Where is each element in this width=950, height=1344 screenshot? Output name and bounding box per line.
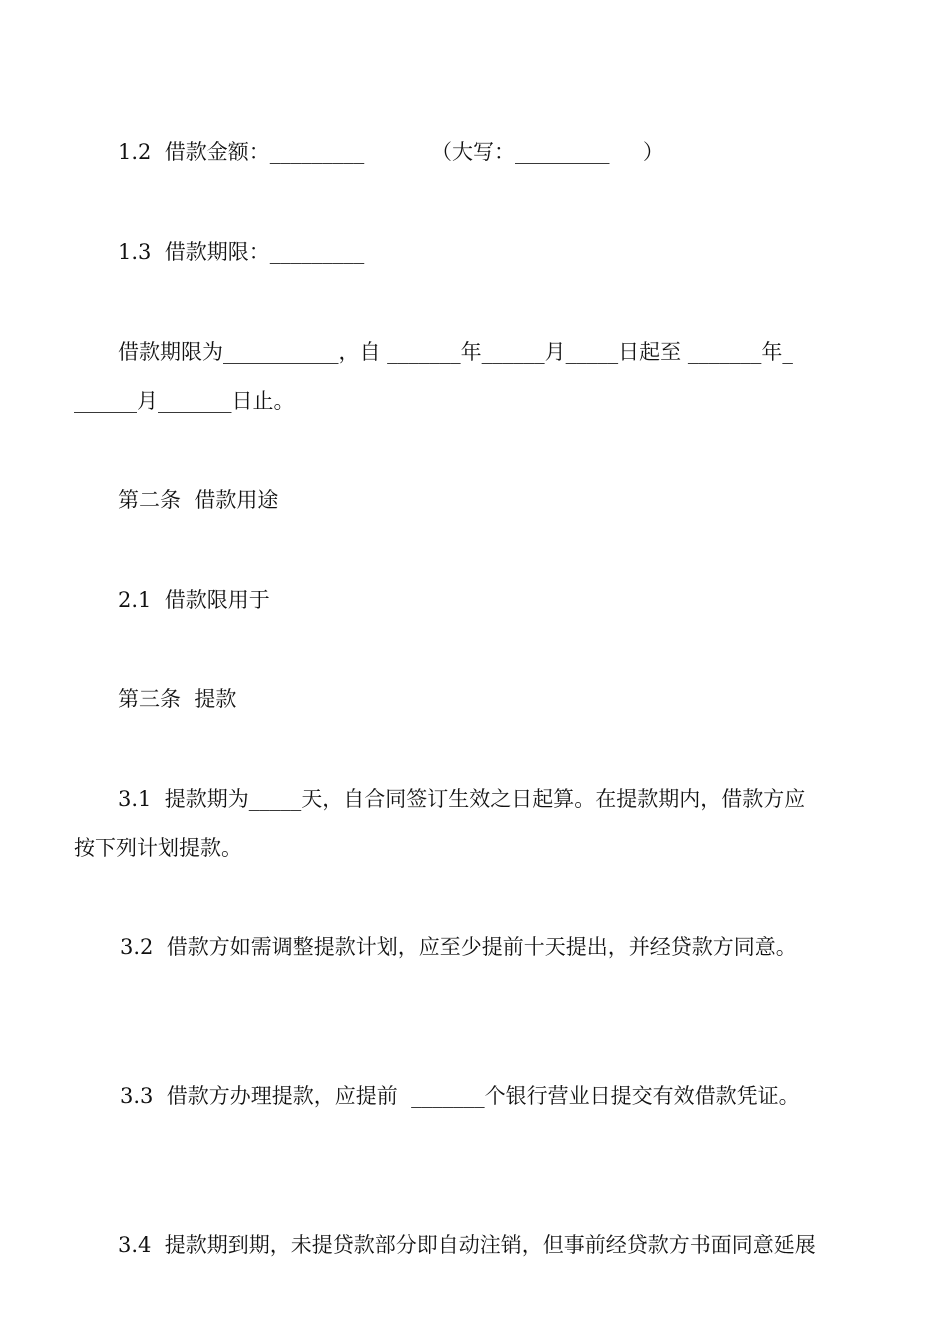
- clause-3-3: 3.3 借款方办理提款，应提前 _______个银行营业日提交有效借款凭证。: [120, 1084, 800, 1108]
- clause-3-2: 3.2 借款方如需调整提款计划，应至少提前十天提出，并经贷款方同意。: [120, 935, 797, 959]
- clause-2-1-purpose: 2.1 借款限用于: [118, 588, 270, 612]
- term-period-line-2: ______月_______日止。: [74, 389, 295, 413]
- clause-3-4: 3.4 提款期到期，未提贷款部分即自动注销，但事前经贷款方书面同意延展: [118, 1233, 816, 1257]
- clause-1-2-loan-amount: 1.2 借款金额：_________ （大写：_________ ）: [118, 140, 664, 164]
- term-period-line-1: 借款期限为___________，自 _______年______月_____日起至 _______年_: [118, 340, 793, 364]
- clause-3-1-line-1: 3.1 提款期为_____天，自合同签订生效之日起算。在提款期内，借款方应: [118, 787, 806, 811]
- clause-3-1-line-2: 按下列计划提款。: [74, 836, 242, 860]
- clause-1-3-loan-term: 1.3 借款期限：_________: [118, 240, 365, 264]
- article-3-heading: 第三条 提款: [118, 687, 237, 711]
- article-2-heading: 第二条 借款用途: [118, 488, 279, 512]
